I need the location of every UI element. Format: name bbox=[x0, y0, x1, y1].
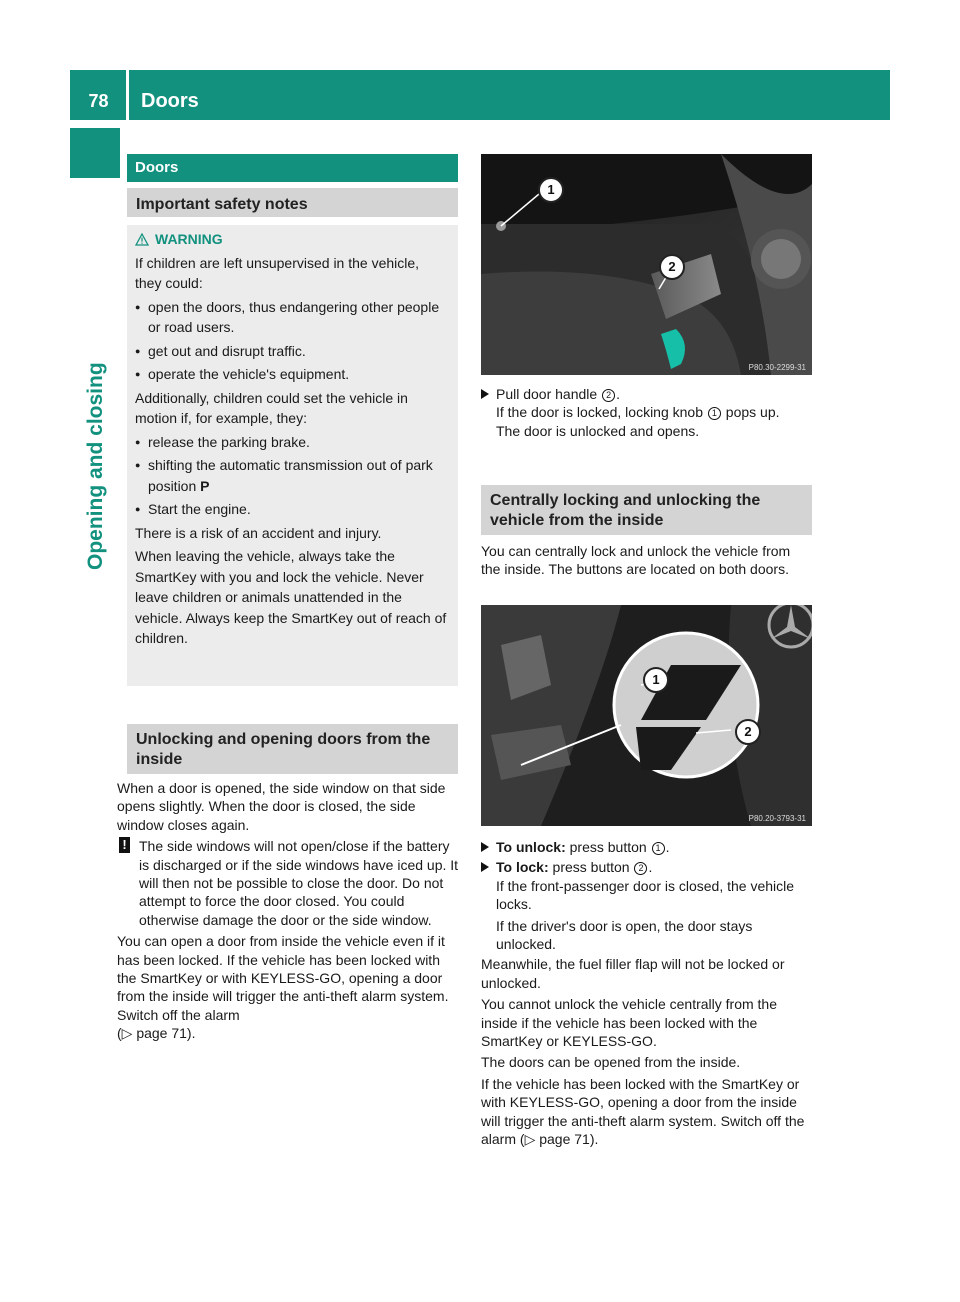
page-number: 78 bbox=[88, 91, 109, 111]
photo-reference: P80.30-2299-31 bbox=[748, 363, 806, 372]
step-cont: pops up. bbox=[721, 404, 780, 421]
warning-advice: When leaving the vehicle, always take the SmartKey with you and lock the vehicle. Never leave children or animals unattended in the vehicle. Always keep the SmartKey out of reach of children. bbox=[135, 548, 447, 646]
pull-step-block bbox=[481, 385, 812, 442]
step-cont: The door is unlocked and opens. bbox=[496, 422, 700, 439]
page-ref-link[interactable]: (▷ page 71). bbox=[117, 1025, 196, 1042]
circled-number: 1 bbox=[708, 407, 721, 420]
header-title: Doors bbox=[141, 90, 199, 112]
lock-buttons-illustration bbox=[481, 605, 812, 826]
note-block bbox=[117, 837, 459, 929]
step-cont: If the door is locked, locking knob bbox=[496, 404, 707, 421]
para-alarm-text: If the vehicle has been locked with the SmartKey or with KEYLESS-GO, opening a door from the inside will trigger the anti-theft alarm system. Switch off the alarm bbox=[481, 1075, 805, 1148]
chapter-tab bbox=[70, 128, 120, 178]
para-window: When a door is opened, the side window on that side opens slightly. When the door is closed, the side window closes again. bbox=[117, 780, 446, 833]
chapter-title: Opening and closing bbox=[84, 362, 107, 570]
right-body bbox=[481, 838, 812, 1152]
list-item-text: shifting the automatic transmission out of park position bbox=[148, 457, 433, 494]
warning-intro: If children are left unsupervised in the vehicle, they could: bbox=[135, 254, 420, 291]
warning-risk: There is a risk of an accident and injury. bbox=[135, 524, 382, 541]
circled-number: 2 bbox=[602, 389, 615, 402]
warning-list-1 bbox=[135, 297, 449, 385]
warning-middle: Additionally, children could set the vehicle in motion if, for example, they: bbox=[135, 389, 408, 426]
list-item: ● operate the vehicle's equipment. bbox=[135, 364, 449, 385]
step-arrow-icon bbox=[481, 389, 489, 399]
left-body bbox=[117, 779, 459, 1046]
lock-buttons-photo bbox=[481, 605, 812, 826]
warning-heading bbox=[135, 229, 449, 250]
warning-label: WARNING bbox=[155, 231, 223, 247]
photo-reference: P80.20-3793-31 bbox=[748, 814, 806, 823]
list-item: ● open the doors, thus endangering other people or road users. bbox=[135, 297, 449, 338]
unlock-text: press button bbox=[565, 839, 651, 855]
callout-2: 2 bbox=[735, 719, 761, 745]
list-item bbox=[135, 455, 449, 496]
para-alarm bbox=[481, 1075, 812, 1149]
lock-label: To lock: bbox=[496, 859, 549, 876]
exclamation-icon: ! bbox=[119, 837, 130, 853]
central-heading: Centrally locking and unlocking the vehicle from the inside bbox=[481, 485, 812, 535]
pull-step: Pull door handle 2 . If the door is locked, locking knob 1 pops up. The door is unlocked and opens. bbox=[481, 385, 812, 440]
circled-number: 1 bbox=[652, 842, 665, 855]
step-arrow-icon bbox=[481, 862, 489, 872]
gear-position-p: P bbox=[200, 477, 210, 494]
lock-cont: If the driver's door is open, the door stays unlocked. bbox=[496, 917, 753, 953]
lock-step: To lock: press button 2 . If the front-passenger door is closed, the vehicle locks. If the driver's door is open, the door stays unlocked. bbox=[481, 858, 812, 953]
para-central: You cannot unlock the vehicle centrally from the inside if the vehicle has been locked with the SmartKey or KEYLESS-GO. bbox=[481, 996, 777, 1050]
para-doors: The doors can be opened from the inside. bbox=[481, 1054, 741, 1071]
para-fuel: Meanwhile, the fuel filler flap will not be locked or unlocked. bbox=[481, 956, 785, 991]
central-intro: You can centrally lock and unlock the vehicle from the inside. The buttons are located on both doors. bbox=[481, 543, 791, 578]
circled-number: 2 bbox=[634, 862, 647, 875]
unlock-label: To unlock: bbox=[496, 839, 566, 855]
door-interior-illustration bbox=[481, 154, 812, 375]
para-alarm bbox=[117, 932, 459, 1042]
page-ref-link[interactable]: (▷ page 71). bbox=[519, 1131, 599, 1148]
callout-1: 1 bbox=[643, 667, 669, 693]
door-handle-photo bbox=[481, 154, 812, 375]
callout-2: 2 bbox=[659, 254, 685, 280]
list-item: ● release the parking brake. bbox=[135, 432, 449, 453]
section-title: Doors bbox=[127, 154, 458, 182]
lock-text: press button bbox=[548, 859, 634, 876]
note-text: The side windows will not open/close if the battery is discharged or if the side windows have iced up. It will then not be possible to close the door. Do not attempt to force the door closed. You could otherwise damage the door or the side window. bbox=[139, 838, 459, 928]
unlock-heading: Unlocking and opening doors from the inside bbox=[127, 724, 458, 774]
list-item: ● Start the engine. bbox=[135, 499, 449, 520]
callout-1: 1 bbox=[538, 177, 564, 203]
warning-box bbox=[127, 225, 458, 686]
lock-cont: If the front-passenger door is closed, the vehicle locks. bbox=[496, 877, 795, 913]
list-item: ● get out and disrupt traffic. bbox=[135, 341, 449, 362]
step-text: Pull door handle bbox=[496, 386, 602, 402]
para-alarm-text: You can open a door from inside the vehicle even if it has been locked. If the vehicle has been locked with the SmartKey or with KEYLESS-GO, opening a door from the inside will trigger the anti-theft alarm system. Switch off the alarm bbox=[117, 933, 449, 1023]
header-divider bbox=[126, 70, 129, 120]
warning-list-2 bbox=[135, 432, 449, 520]
warning-triangle-icon bbox=[135, 233, 149, 246]
unlock-step: To unlock: press button 1 . bbox=[481, 838, 812, 856]
safety-heading: Important safety notes bbox=[127, 188, 458, 217]
step-arrow-icon bbox=[481, 842, 489, 852]
